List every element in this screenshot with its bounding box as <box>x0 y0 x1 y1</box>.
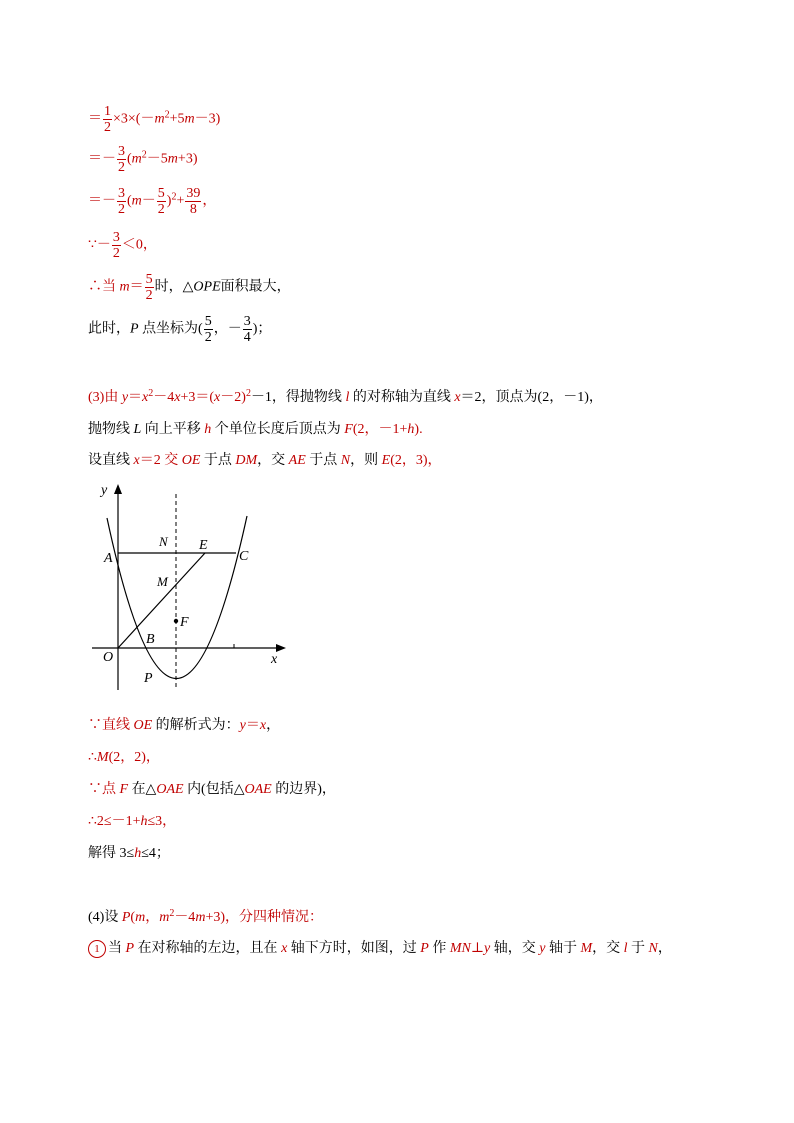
circled-number-badge: 1 <box>88 940 106 958</box>
label-x-axis: x <box>271 652 278 667</box>
fraction: $\frac{39}{8}$ <box>186 186 201 217</box>
fraction: $\frac{5}{2}$ <box>145 272 153 303</box>
formula-line-5: ∴当 m＝ $\frac{5}{2}$ 时，△OPE面积最大， <box>88 272 291 303</box>
label-m: M <box>157 574 168 589</box>
label-y-axis: y <box>101 483 108 498</box>
label-origin: O <box>103 650 114 665</box>
label-a: A <box>104 551 113 566</box>
part-4-line-1: (4)设 P(m，$m^2-4m+3$)，分四种情况： <box>88 908 323 925</box>
label-e: E <box>199 538 208 553</box>
part-3-line-1: (3)由 $y=x^2-4x+3=(x-2)^2-1$，得抛物线 l 的对称轴为直线 x＝2，顶点为(2，－1)， <box>88 388 603 405</box>
part-3-line-4: ∵直线 OE 的解析式为：y＝x， <box>88 718 281 733</box>
fraction: $\frac{1}{2}$ <box>104 104 111 135</box>
line-oe <box>118 553 205 648</box>
label-c: C <box>239 549 249 564</box>
x-axis-arrow-icon <box>276 644 286 652</box>
formula-line-2: ＝－ $\frac{3}{2}$ $(m^2-5m+3)$ <box>88 144 198 175</box>
fraction: $\frac{3}{4}$ <box>243 314 251 345</box>
label-f: F <box>180 615 189 630</box>
part-3-line-8: 解得 3≤h≤4； <box>88 846 170 861</box>
fraction: $\frac{3}{2}$ <box>112 230 120 261</box>
formula-line-3: ＝－ $\frac{3}{2}$ (m－ $\frac{5}{2}$ )$^2$+ $\frac{39}{8}$ ， <box>88 186 217 217</box>
formula-line-6: 此时，P 点坐标为( $\frac{5}{2}$ ，－ $\frac{3}{4}$ )； <box>88 314 272 345</box>
part-3-line-7: ∴2≤－1+h≤3， <box>88 814 177 829</box>
fraction: $\frac{5}{2}$ <box>204 314 212 345</box>
point-f <box>174 619 178 623</box>
part-4-line-2: 1 当 P 在对称轴的左边，且在 x 轴下方时，如图，过 P 作 MN⊥y 轴，交 y 轴于 M，交 l 于 N， <box>88 939 672 959</box>
label-n: N <box>159 534 168 549</box>
fraction: $\frac{5}{2}$ <box>157 186 165 217</box>
fraction: $\frac{3}{2}$ <box>118 144 125 175</box>
parabola-curve <box>107 516 247 679</box>
fraction: $\frac{3}{2}$ <box>118 186 125 217</box>
part-3-line-6: ∵点 F 在△OAE 内(包括△OAE 的边界)， <box>88 782 336 797</box>
part-3-line-3: 设直线 x＝2 交 OE 于点 DM，交 AE 于点 N，则 E(2，3)， <box>88 453 442 468</box>
label-p: P <box>144 671 153 686</box>
part-3-line-5: ∴M(2，2)， <box>88 750 160 765</box>
y-axis-arrow-icon <box>114 484 122 494</box>
formula-line-4: ∵－ $\frac{3}{2}$ ＜0， <box>88 230 157 261</box>
label-b: B <box>146 632 155 647</box>
part-3-line-2: 抛物线 L 向上平移 h 个单位长度后顶点为 F(2，－1+h). <box>88 422 423 437</box>
formula-line-1: ＝ $\frac{1}{2}$ $\times 3\times(-m^2+5m-3)$ <box>88 104 221 135</box>
parabola-figure <box>86 478 296 700</box>
text: ＝ <box>88 111 102 127</box>
